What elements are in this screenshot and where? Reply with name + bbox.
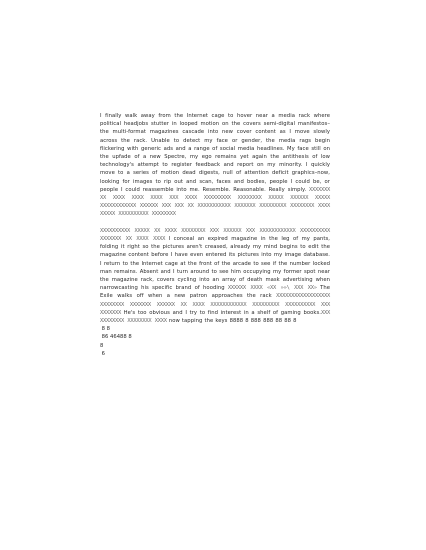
trailing-line-3: 8 — [100, 342, 104, 349]
paragraph-1-text: I finally walk away from the Internet cage to hover near a media rack where political headjobs stutter in looped motion on the covers semi-digital manifestos–the multi-format magazines cascade into new cover content as I move slowly across the rack. Unable to detect my face or gender, the media rags begin flickering with generic ads and a range of social media headlines. My face still on the upfade of a new Spectre, my ego remains yet again the antithesis of low technology's attempt to register feedback and report on my minority. I quickly move to a series of motion dead digests, null of attention deficit graphics–now, looking for images to rip out and scan, faces and bodies, people I could be, or people I could reassemble into me. Resemble. Reasonable. Really simply. — [100, 113, 330, 193]
struck-out-text: XXXXXX XXXX «XX »»\ XXX XX» — [227, 285, 317, 292]
document-page — [100, 112, 330, 358]
trailing-line-2: 86 46488 8 — [100, 334, 132, 341]
struck-out-text: XXX XXXXXXXX XXXXXXXX XXXX — [100, 309, 330, 325]
paragraph-1 — [100, 112, 330, 219]
paragraph-2-text-b: The Exile walks off when a new patron approaches the rack — [100, 285, 330, 300]
paragraph-2-text-a: I conceal an expired magazine in the leg of my pants, folding it right so the pictures aren't creased, already my mind begins to edit the magazine content before I have even entered its pictures into my image database. I return to the Internet cage at the front of the arcade to see if the number locked man remains. Absent and I turn around to see him occupying my former spot near the magazine rack, covers cycling into an array of death mask advertising when narrowcasting his specific brand of hooding — [100, 236, 330, 292]
paragraph-2-text-c: He's too obvious and I try to find interest in a shelf of gaming books. — [123, 309, 321, 316]
struck-out-text: XXXXXXXXXX XXXXX XX XXXX XXXXXXXX XXX XXXXXX XXX XXXXXXXXXXXX XXXXXXXXXX XXXXXXX XX XXXX XXXX — [100, 227, 330, 243]
paragraph-2-text-d: now tapping the keys 8888 8 888 888 88 88 8 — [168, 318, 297, 325]
trailing-line-4: 6 — [100, 350, 106, 357]
struck-out-text: XXXXXXX XX XXXX XXXX XXXX XXX XXXX XXXXXXXXX XXXXXXXX XXXXX XXXXXX XXXXX XXXXXXXXXXXX XXXXXX XXX XXX XX XXXXXXXXXXX XXXXXXX XXXXXXXXX XXXXXXXX XXXX XXXXX XXXXXXXXXX XXXXXXXX — [100, 186, 330, 218]
struck-out-text: XXXXXXXXXXXXXXXXXX XXXXXXXX XXXXXXX XXXXXX XX XXXX XXXXXXXXXXXX XXXXXXXXX XXXXXXXXXX XXX XXXXXXX — [100, 293, 331, 316]
paragraph-2 — [100, 227, 330, 325]
trailing-line-1: 8 8 — [100, 326, 111, 333]
